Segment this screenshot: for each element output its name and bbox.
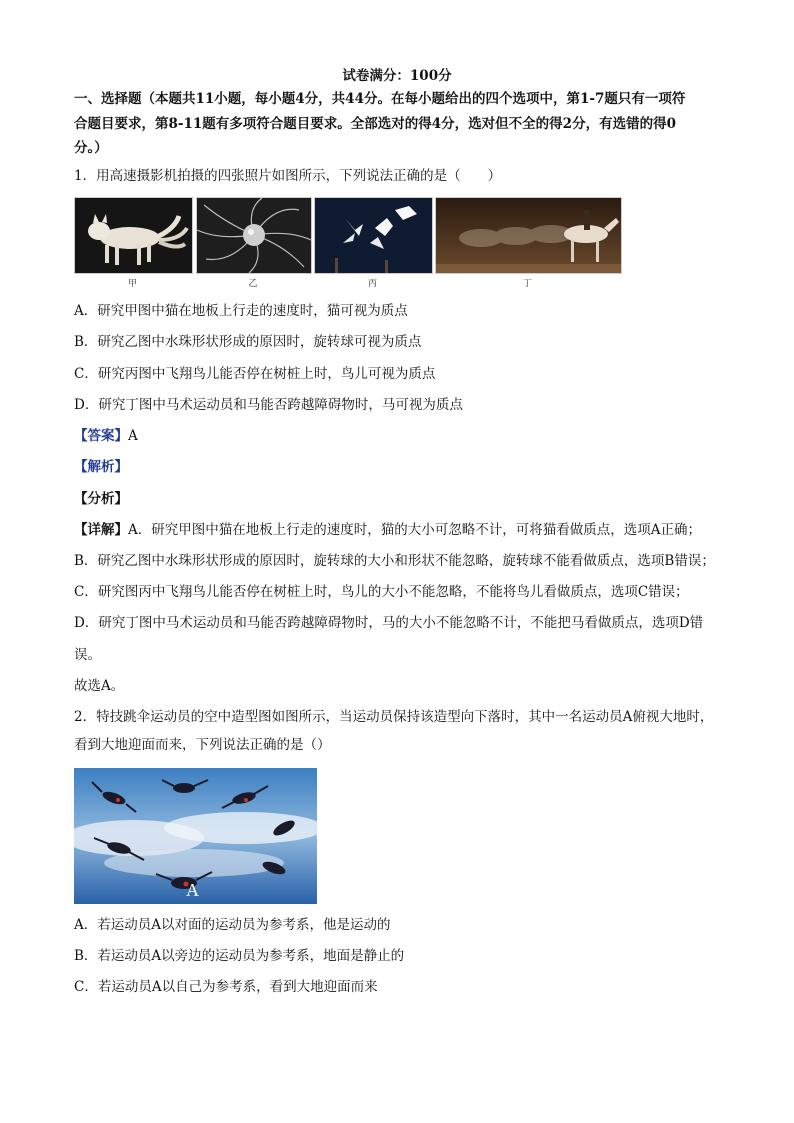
photo-birds	[314, 197, 433, 274]
q1-option-c: C．研究丙图中飞翔鸟儿能否停在树桩上时，鸟儿可视为质点	[74, 366, 436, 382]
photo-cat	[74, 197, 193, 274]
q1-detail-line4: D．研究丁图中马术运动员和马能否跨越障碍物时，马的大小不能忽略不计，不能把马看做质点，选项D错	[74, 615, 704, 631]
spinning-ball-image	[197, 198, 311, 273]
caption-jia: 甲	[127, 279, 137, 289]
answer-tag: 【答案】	[74, 428, 128, 444]
score-line: 试卷满分：100分	[342, 68, 452, 84]
caption-yi: 乙	[248, 279, 258, 289]
birds-image	[315, 198, 432, 273]
q1-detail-line1	[74, 521, 724, 539]
section-instructions-line2: 合题目要求，第8-11题有多项符合题目要求。全部选对的得4分，选对但不全的得2分，有选错的得0	[74, 116, 676, 132]
caption-bing: 丙	[367, 279, 377, 289]
section-instructions-line3: 分。）	[74, 140, 108, 156]
q1-option-d: D．研究丁图中马术运动员和马能否跨越障碍物时，马可视为质点	[74, 397, 463, 413]
q2-option-a: A．若运动员A以对面的运动员为参考系，他是运动的	[74, 917, 391, 933]
q1-detail-line2: B．研究乙图中水珠形状形成的原因时，旋转球的大小和形状不能忽略，旋转球不能看做质点，选项B错误；	[74, 553, 715, 569]
section-instructions-line1: 一、选择题（本题共11小题，每小题4分，共44分。在每小题给出的四个选项中，第1-7题只有一项符	[74, 91, 686, 107]
q1-option-a: A．研究甲图中猫在地板上行走的速度时，猫可视为质点	[74, 303, 408, 319]
q1-fenxi-line	[74, 490, 724, 508]
q2-option-c: C．若运动员A以自己为参考系，看到大地迎面而来	[74, 979, 378, 995]
horse-rider-image	[436, 198, 621, 273]
q1-detail-line5: 误。	[74, 647, 101, 663]
photo-spinning-ball	[196, 197, 312, 274]
q1-stem: 1．用高速摄影机拍摄的四张照片如图所示，下列说法正确的是（ ）	[74, 168, 502, 184]
q2-option-b: B．若运动员A以旁边的运动员为参考系，地面是静止的	[74, 948, 405, 964]
answer-value: A	[128, 428, 138, 444]
skydiver-a-label: A	[186, 880, 199, 900]
cat-image	[75, 198, 192, 273]
detail-tag: 【详解】	[74, 522, 128, 538]
q2-stem-line2: 看到大地迎面而来，下列说法正确的是（）	[74, 737, 331, 753]
q2-stem-line1: 2．特技跳伞运动员的空中造型图如图所示，当运动员保持该造型向下落时，其中一名运动员A俯视大地时，	[74, 709, 714, 725]
q1-detail-line3: C．研究图丙中飞翔鸟儿能否停在树桩上时，鸟儿的大小不能忽略，不能将鸟儿看做质点，选项C错误；	[74, 584, 689, 600]
fenxi-tag: 【分析】	[74, 491, 128, 507]
caption-ding: 丁	[522, 279, 532, 289]
q1-analysis-line	[74, 458, 724, 476]
photo-horse-rider	[435, 197, 622, 274]
skydivers-image	[74, 768, 317, 904]
analysis-tag: 【解析】	[74, 459, 128, 475]
photo-skydivers	[74, 768, 317, 904]
q1-answer-line	[74, 427, 724, 445]
q1-option-b: B．研究乙图中水珠形状形成的原因时，旋转球可视为质点	[74, 334, 422, 350]
q1-conclusion: 故选A。	[74, 678, 125, 694]
detail-text-a: A．研究甲图中猫在地板上行走的速度时，猫的大小可忽略不计，可将猫看做质点，选项A正确；	[128, 522, 701, 538]
